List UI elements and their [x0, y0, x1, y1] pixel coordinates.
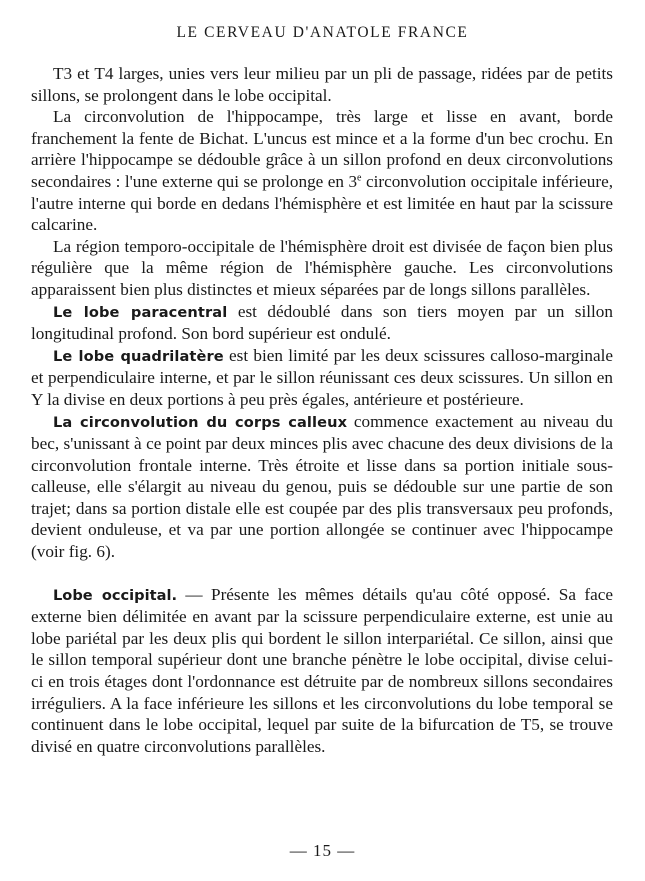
paragraph-text: est bien limité par les deux scissures calloso-marginale et perpendiculaire interne, et par le sillon réunissant ces deux scissures. Un sillon en Y la divise en deux portions à peu près égales, antérieure et postérieure.	[31, 345, 613, 409]
paragraph-temporo-occipital	[31, 236, 613, 301]
paragraph-paracentral	[31, 301, 613, 345]
running-head: LE CERVEAU D'ANATOLE FRANCE	[176, 24, 469, 41]
body-text	[31, 63, 613, 757]
paragraph-text: circonvolution occipitale inférieure, l'autre interne qui borde en dedans l'hémisphère et est limitée en haut par la scissure calcarine.	[31, 171, 613, 235]
paragraph-text: T3 et T4 larges, unies vers leur milieu par un pli de passage, ridées par de petits sillons, se prolongent dans le lobe occipital.	[31, 64, 613, 105]
paragraph-text: La circonvolution de l'hippocampe, très large et lisse en avant, borde franchement la fente de Bichat. L'uncus est mince et a la forme d'un bec crochu. En arrière l'hippocampe se dédouble grâce à un sillon profond en deux circonvolutions secondaires : l'une externe qui se prolonge en 3	[31, 107, 613, 191]
paragraph-lead: La circonvolution du corps calleux	[53, 413, 348, 431]
section-heading: Lobe occipital.	[53, 586, 178, 604]
page-number: — 15 —	[289, 841, 356, 860]
paragraph-text: est dédoublé dans son tiers moyen par un sillon longitudinal profond. Son bord supérieur est ondulé.	[31, 301, 613, 344]
paragraph-lead: Le lobe quadrilatère	[53, 347, 224, 365]
paragraph-hippocampus	[31, 106, 613, 236]
paragraph-quadrilateral	[31, 345, 613, 411]
paragraph-temporal-lobes	[31, 63, 613, 106]
paragraph-text: — Présente les mêmes détails qu'au côté opposé. Sa face externe bien délimitée en avant par la scissure perpendiculaire externe, est unie au lobe pariétal par les deux plis qui bordent le sillon interpariétal. Ce sillon, ainsi que le sillon temporal supérieur dont une branche pénètre le lobe occipital, divise celui-ci en trois étages dont l'ordonnance est détruite par de nombreux sillons secondaires irréguliers. A la face inférieure les sillons et les circonvolutions du lobe temporal se continuent dans le lobe occipital, lequel par suite de la bifurcation de T5, se trouve divisé en quatre circonvolutions parallèles.	[31, 584, 613, 756]
paragraph-text: commence exactement au niveau du bec, s'unissant à ce point par deux minces plis avec chacune des deux divisions de la circonvolution frontale interne. Très étroite et lisse dans sa portion initiale sous-calleuse, elle s'élargit au niveau du genou, puis se dédouble sur une partie de son trajet; dans sa portion distale elle est coupée par des plis transversaux peu profonds, devient onduleuse, et va par une portion allongée se continuer avec l'hippocampe (voir fig. 6).	[31, 411, 613, 562]
paragraph-lead: Le lobe paracentral	[53, 303, 228, 321]
paragraph-corpus-callosum	[31, 411, 613, 563]
paragraph-occipital-lobe	[31, 584, 613, 758]
superscript-ordinal: e	[357, 172, 362, 184]
paragraph-text: La région temporo-occipitale de l'hémisphère droit est divisée de façon bien plus régulière que la même région de l'hémisphère gauche. Les circonvolutions apparaissent bien plus distinctes et mieux séparées par de longs sillons parallèles.	[31, 236, 613, 299]
